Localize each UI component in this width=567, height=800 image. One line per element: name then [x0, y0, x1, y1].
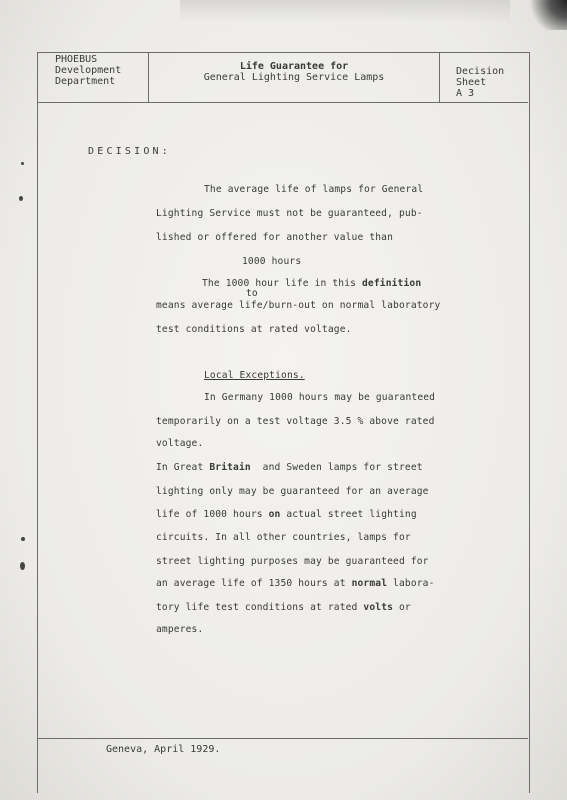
text-segment: and Sweden lamps for street [250, 462, 423, 473]
header-title [149, 52, 440, 102]
text-line: street lighting purposes may be guaranteed for [156, 556, 429, 567]
scan-smudge [180, 0, 510, 22]
text-line: circuits. In all other countries, lamps for [156, 532, 411, 543]
punch-mark [19, 196, 23, 201]
text-bold-segment: on [268, 509, 281, 520]
text-segment: The 1000 hour life in this [202, 278, 362, 289]
text-line [202, 278, 421, 289]
sheet-number: A 3 [456, 88, 475, 99]
text-segment: or [393, 602, 411, 613]
text-bold-segment: Britain [209, 462, 251, 473]
text-segment: actual street lighting [280, 509, 417, 520]
text-line: temporarily on a test voltage 3.5 % above rated [156, 416, 435, 427]
punch-mark [21, 162, 24, 165]
department-line: Development [55, 65, 122, 76]
header-department [37, 52, 149, 102]
sheet-line: Decision [456, 66, 505, 77]
text-segment: tory life test conditions at rated [156, 602, 364, 613]
text-segment: In Great [156, 462, 210, 473]
scan-corner-shadow [527, 0, 567, 30]
text-line: 1000 hours [242, 256, 302, 267]
text-line: The average life of lamps for General [204, 184, 424, 195]
department-org: PHOEBUS [55, 54, 98, 65]
text-line [156, 578, 435, 589]
punch-mark [20, 562, 25, 570]
text-line: test conditions at rated voltage. [156, 324, 352, 335]
text-segment: an average life of 1350 hours at [156, 578, 352, 589]
exceptions-heading: Local Exceptions. [204, 370, 305, 381]
document-header [37, 52, 528, 103]
title-line: General Lighting Service Lamps [203, 72, 385, 83]
header-sheet [440, 52, 528, 102]
title-line: Life Guarantee for [239, 61, 349, 72]
text-bold-segment: volts [363, 602, 394, 613]
text-line: voltage. [156, 438, 204, 449]
sheet-line: Sheet [456, 77, 487, 88]
text-line [156, 509, 417, 520]
text-line: In Germany 1000 hours may be guaranteed [204, 392, 436, 403]
department-line: Department [55, 76, 116, 87]
text-bold-segment: definition [362, 278, 422, 289]
text-line [156, 602, 411, 613]
text-line [156, 462, 423, 473]
text-line: Lighting Service must not be guaranteed, pub- [156, 208, 423, 219]
punch-mark [21, 537, 25, 541]
text-line: lighting only may be guaranteed for an average [156, 486, 429, 497]
text-line: means average life/burn-out on normal laboratory [156, 300, 441, 311]
insertion-mark: to [246, 288, 258, 299]
footer-divider [37, 738, 528, 739]
text-line: amperes. [156, 624, 204, 635]
text-segment: labora- [387, 578, 435, 589]
text-line: lished or offered for another value than [156, 232, 394, 243]
decision-heading: DECISION: [88, 146, 171, 157]
text-segment: life of 1000 hours [156, 509, 269, 520]
text-bold-segment: normal [351, 578, 388, 589]
footer-place-date: Geneva, April 1929. [106, 744, 221, 755]
